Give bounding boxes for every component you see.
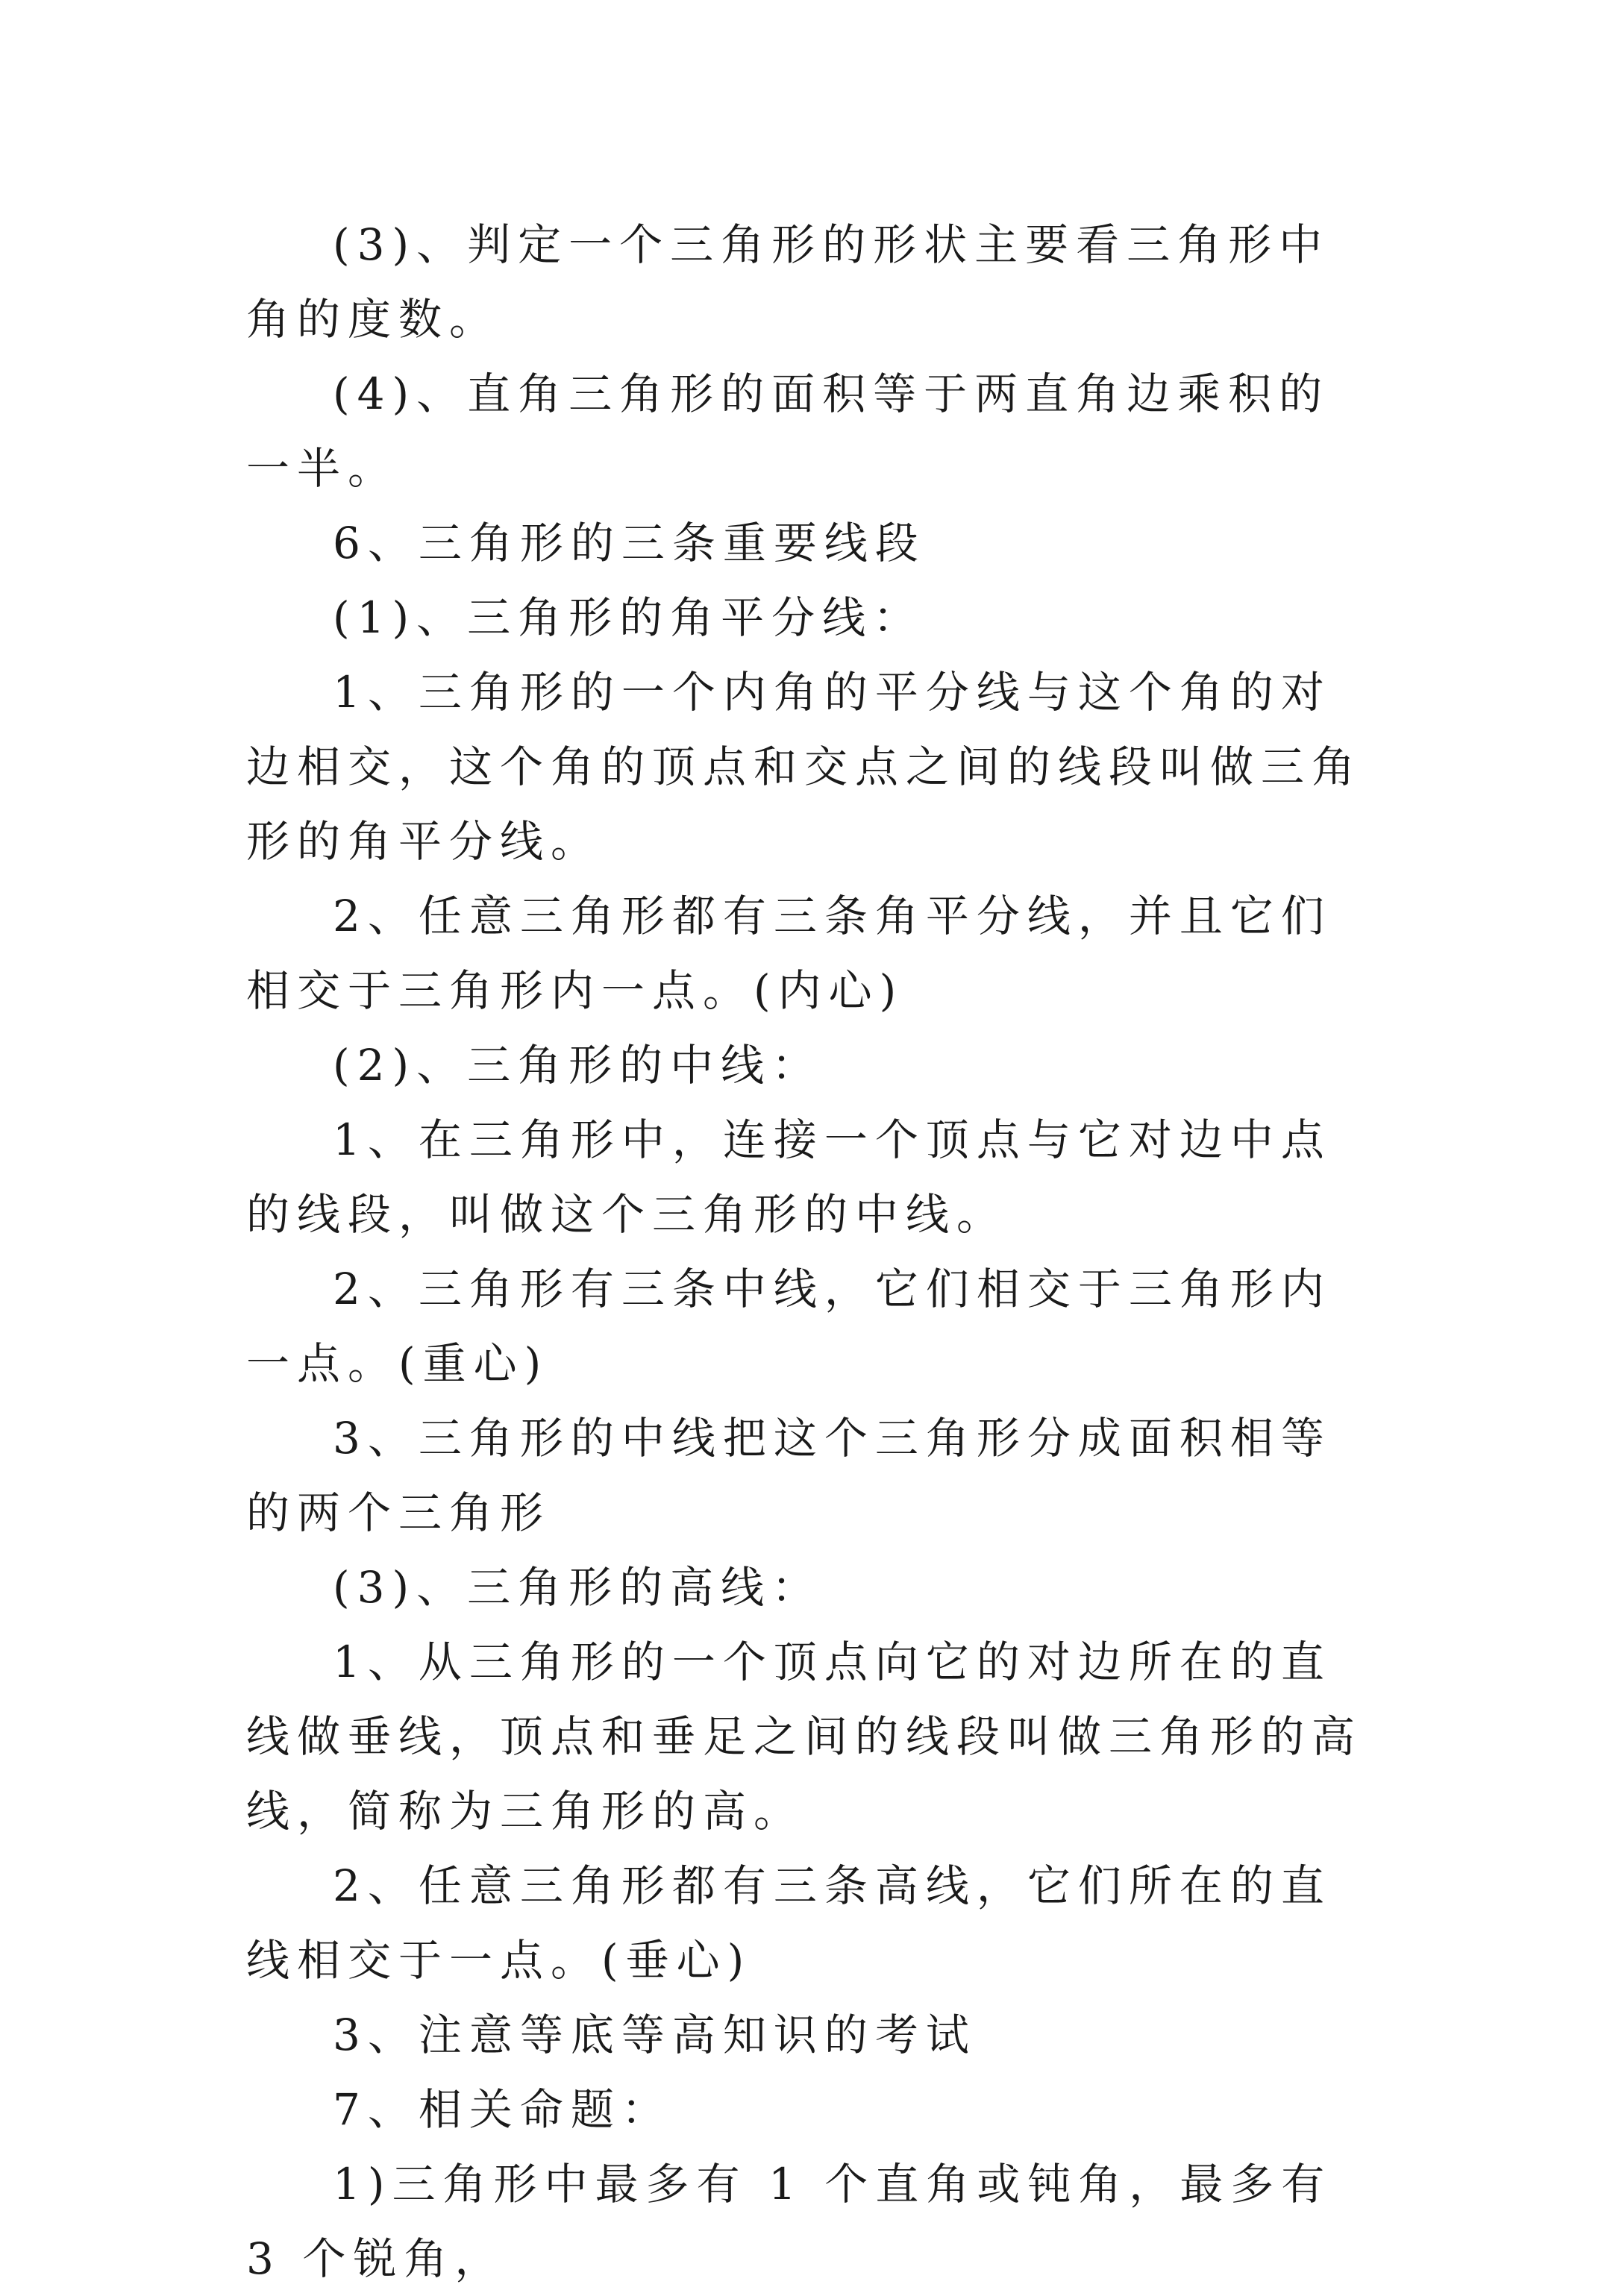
paragraph: (3)、判定一个三角形的形状主要看三角形中角的度数。 [246,219,1330,345]
paragraph: 1、三角形的一个内角的平分线与这个角的对边相交，这个角的顶点和交点之间的线段叫做三角形的角平分线。 [246,667,1363,867]
paragraph: 2、三角形有三条中线，它们相交于三角形内一点。(重心) [246,1264,1332,1389]
paragraph: 2、任意三角形都有三条角平分线，并且它们相交于三角形内一点。(内心) [246,891,1332,1016]
paragraph: 3、注意等底等高知识的考试 [333,2010,977,2060]
subsection-heading: (2)、三角形的中线： [333,1040,823,1091]
section-heading: 6、三角形的三条重要线段 [333,518,926,568]
paragraph: 3、三角形的中线把这个三角形分成面积相等的两个三角形 [246,1413,1332,1538]
paragraph: 1、从三角形的一个顶点向它的对边所在的直线做垂线，顶点和垂足之间的线段叫做三角形的高线，简称为三角形的高。 [246,1637,1363,1837]
paragraph: (4)、直角三角形的面积等于两直角边乘积的一半。 [246,368,1330,494]
paragraph: 1)三角形中最多有 1 个直角或钝角，最多有 3 个锐角， [246,2159,1332,2284]
subsection-heading: (1)、三角形的角平分线： [333,592,924,643]
paragraph: 1、在三角形中，连接一个顶点与它对边中点的线段，叫做这个三角形的中线。 [246,1114,1332,1240]
document-body [246,207,1365,2296]
paragraph: 2、任意三角形都有三条高线，它们所在的直线相交于一点。(垂心) [246,1860,1332,1986]
subsection-heading: (3)、三角形的高线： [333,1562,823,1613]
section-heading: 7、相关命题： [333,2084,672,2135]
